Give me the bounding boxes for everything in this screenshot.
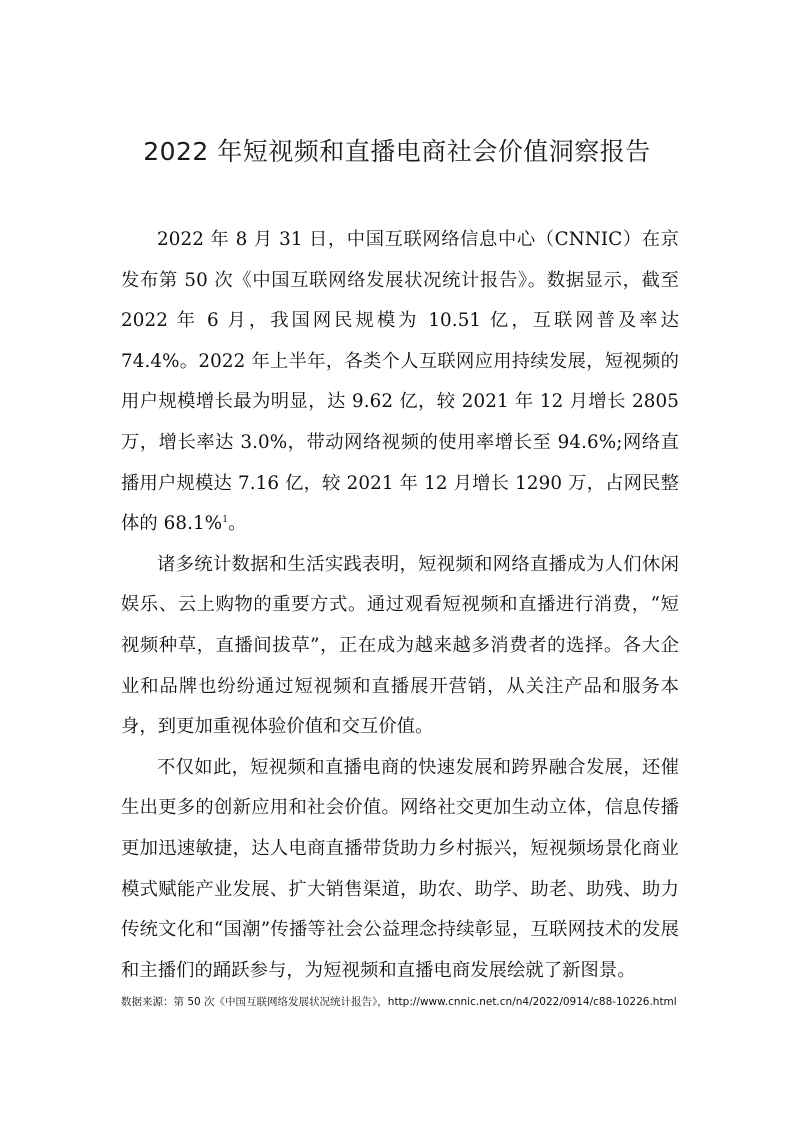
footnote: 数据来源：第 50 次《中国互联网络发展状况统计报告》，http://www.cnnic.net.cn/n4/2022/0914/c88-10226.html (121, 996, 677, 1008)
paragraph-1-text: 2022 年 8 月 31 日，中国互联网络信息中心（CNNIC）在京发布第 50 次《中国互联网络发展状况统计报告》。数据显示，截至 2022 年 6 月，我国网民规模为 10.51 亿，互联网普及率达 74.4%。2022 年上半年，各类个人互联网应用持续发展，短视频的用户规模增长最为明显，达 9.62 亿，较 2021 年 12 月增长 2805 万，增长率达 3.0%，带动网络视频的使用率增长至 94.6%;网络直播用户规模达 7.16 亿，较 2021 年 12 月增长 1290 万，占网民整体的 68.1% (121, 229, 679, 535)
paragraph-1-tail: 。 (228, 513, 247, 535)
page-title: 2022 年短视频和直播电商社会价值洞察报告 (143, 136, 651, 166)
paragraph-1 (121, 220, 679, 545)
footnote-marker: 1 (222, 515, 229, 526)
paragraph-2: 诸多统计数据和生活实践表明，短视频和网络直播成为人们休闲娱乐、云上购物的重要方式。通过观看短视频和直播进行消费，“短视频种草，直播间拔草”，正在成为越来越多消费者的选择。各大企业和品牌也纷纷通过短视频和直播展开营销，从关注产品和服务本身，到更加重视体验价值和交互价值。 (121, 553, 679, 738)
paragraph-3: 不仅如此，短视频和直播电商的快速发展和跨界融合发展，还催生出更多的创新应用和社会价值。网络社交更加生动立体，信息传播更加迅速敏捷，达人电商直播带货助力乡村振兴，短视频场景化商业模式赋能产业发展、扩大销售渠道，助农、助学、助老、助残、助力传统文化和“国潮”传播等社会公益理念持续彰显，互联网技术的发展和主播们的踊跃参与，为短视频和直播电商发展绘就了新图景。 (121, 756, 679, 981)
report-body (121, 220, 679, 991)
